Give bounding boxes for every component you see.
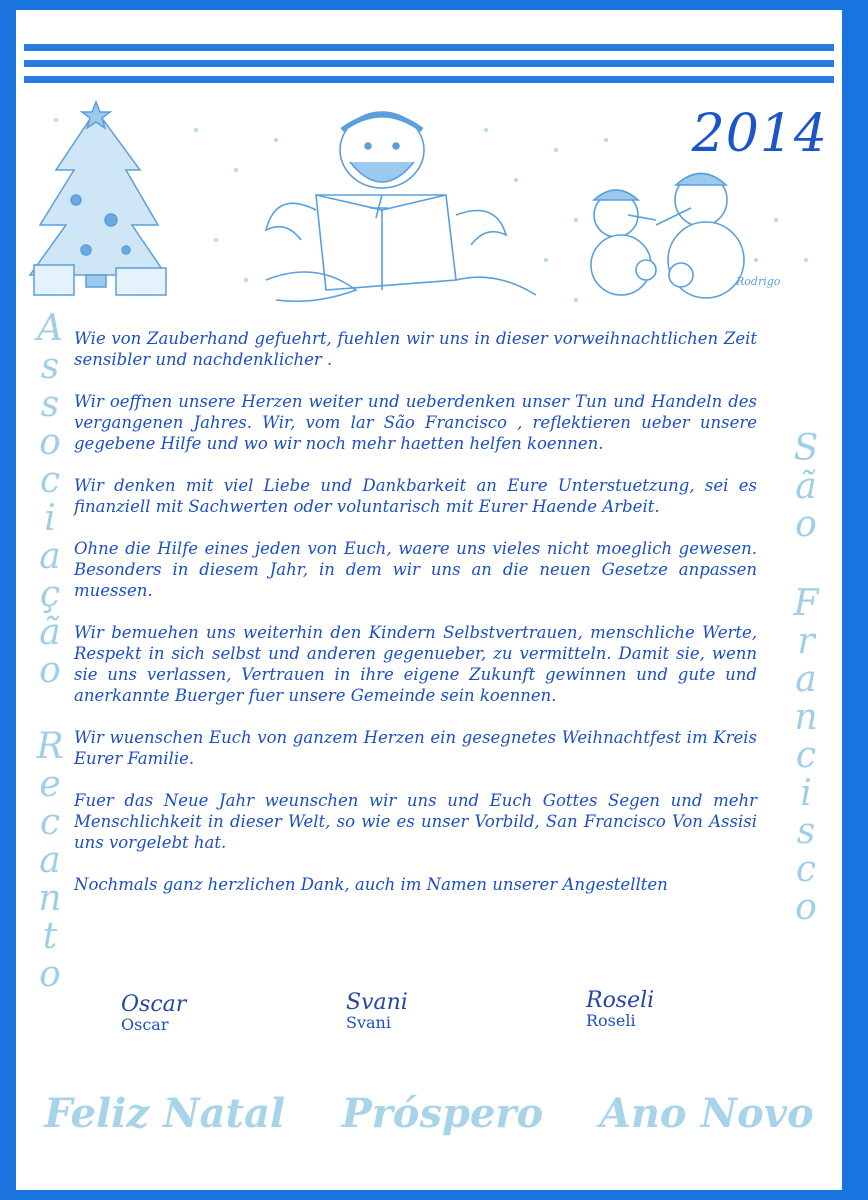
letter-paragraph: Nochmals ganz herzlichen Dank, auch im Namen unserer Angestellten	[74, 875, 668, 894]
side-text-associacao: A s s o c i a ç ã o	[37, 308, 63, 691]
year-heading: 2014	[691, 104, 828, 164]
signature-block	[121, 992, 186, 1034]
signatory-name: Svani	[346, 1013, 391, 1032]
signatory-name: Oscar	[121, 1015, 169, 1034]
side-text-francisco: F r a n c i s c o	[793, 583, 819, 928]
footer-word: Ano Novo	[599, 1090, 814, 1137]
handwritten-signature: Roseli	[586, 988, 655, 1013]
snowmen-icon	[591, 174, 744, 299]
signatory-name: Roseli	[586, 1011, 636, 1030]
letter-paragraph: Wir bemuehen uns weiterhin den Kindern Selbstvertrauen, menschliche Werte, Respekt in sich selbst und anderen gegenueber, zu vermitteln. Damit sie, wenn sie uns verlassen, Vertrauen in ihre eigene Zukunft gewinnen und gute und anerkannte Buerger fuer unsere Gemeinde sein koennen.	[74, 623, 757, 705]
letter-body	[74, 328, 757, 916]
letter-paragraph: Wie von Zauberhand gefuehrt, fuehlen wir uns in dieser vorweihnachtlichen Zeit sensibler und nachdenklicher .	[74, 329, 757, 369]
saint-in-box-icon	[266, 112, 536, 301]
signature-block	[346, 990, 408, 1032]
letter-paragraph: Wir denken mit viel Liebe und Dankbarkeit an Eure Unterstuetzung, sei es finanziell mit Sachwerten oder voluntarisch mit Eurer Haende Arbeit.	[74, 476, 757, 516]
footer-greeting	[16, 1090, 842, 1137]
christmas-tree-icon	[30, 102, 166, 295]
side-text-sao: S ã o	[793, 428, 819, 545]
footer-word: Próspero	[341, 1090, 544, 1137]
handwritten-signature: Svani	[346, 990, 408, 1015]
letter-paragraph: Fuer das Neue Jahr weunschen wir uns und Euch Gottes Segen und mehr Menschlichkeit in dieser Welt, so wie es unser Vorbild, San Francisco Von Assisi uns vorgelebt hat.	[74, 791, 757, 852]
letter-paragraph: Wir wuenschen Euch von ganzem Herzen ein gesegnetes Weihnachtfest im Kreis Eurer Familie.	[74, 728, 757, 768]
signature-block	[586, 988, 654, 1030]
header-stripe	[24, 60, 834, 67]
side-text-recanto: R e c a n t o	[36, 726, 64, 995]
header-stripe	[24, 76, 834, 83]
handwritten-signature: Oscar	[121, 992, 187, 1017]
header-stripe	[24, 44, 834, 51]
letter-paragraph: Wir oeffnen unsere Herzen weiter und ueberdenken unser Tun und Handeln des vergangenen Jahres. Wir, vom lar São Francisco , reflektieren ueber unsere gegebene Hilfe und wo wir noch mehr haetten helfen koennen.	[74, 392, 757, 453]
letter-sheet	[16, 10, 842, 1190]
footer-word: Feliz Natal	[44, 1090, 286, 1137]
artist-signature: Rodrigo	[736, 275, 781, 288]
letter-paragraph: Ohne die Hilfe eines jeden von Euch, waere uns vieles nicht moeglich gewesen. Besonders in diesem Jahr, in dem wir uns an die neuen Gesetze anpassen muessen.	[74, 539, 757, 600]
